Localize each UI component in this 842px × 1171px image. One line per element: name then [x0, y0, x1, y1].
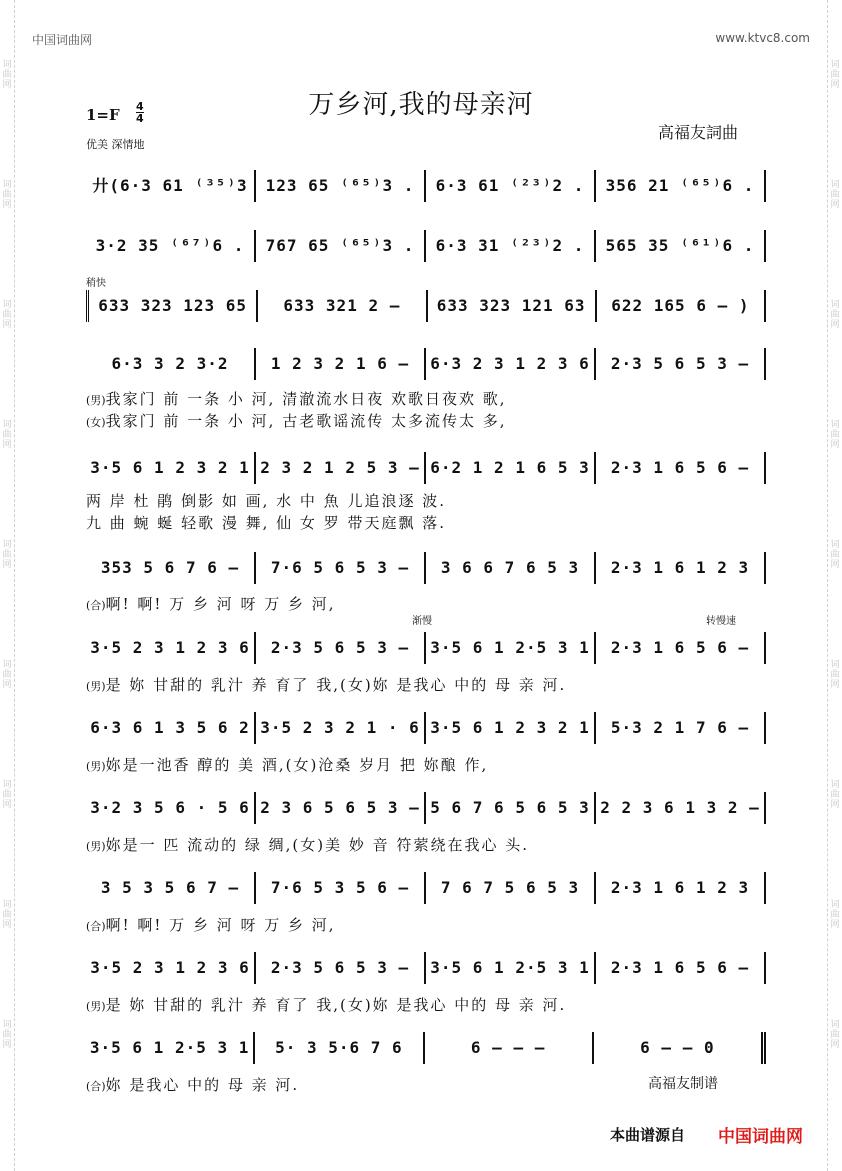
notation-row [86, 952, 766, 984]
measure: 2 3 6 5 6 5 3 – [256, 792, 426, 824]
measure: 5· 3 5·6 7 6 [255, 1032, 424, 1064]
measure: 3·5 6 1 2·5 3 1 [426, 632, 596, 664]
lyric-line [86, 754, 766, 775]
measure: 633 323 123 65 [86, 290, 258, 322]
tempo-faster-mark: 稍快 [86, 278, 106, 289]
side-watermark: 词曲网 [2, 660, 12, 690]
side-watermark: 词曲网 [830, 420, 840, 450]
voice-part-label: (男) [86, 394, 106, 407]
measure: 2·3 1 6 5 6 – [596, 632, 766, 664]
side-watermark: 词曲网 [2, 300, 12, 330]
voice-part-label: (男) [86, 1000, 106, 1013]
arranger-signature: 高福友制谱 [648, 1076, 718, 1092]
measure: 3·5 6 1 2 3 2 1 [426, 712, 596, 744]
measure: 3·5 2 3 1 2 3 6 [86, 632, 256, 664]
measure: 3·5 2 3 1 2 3 6 [86, 952, 256, 984]
notation-row [86, 348, 766, 380]
measure: 3·2 3 5 6 · 5 6 [86, 792, 256, 824]
side-watermark: 词曲网 [830, 780, 840, 810]
measure: 6 – – 0 [594, 1032, 766, 1064]
lyric-line [86, 1074, 626, 1095]
side-watermark: 词曲网 [830, 180, 840, 210]
side-watermark: 词曲网 [2, 900, 12, 930]
lyric-text: 我家门 前 一条 小 河, 清澈流水日夜 欢歌日夜欢 歌, [105, 390, 507, 408]
lyric-text: 妳 是我心 中的 母 亲 河. [105, 1076, 300, 1094]
voice-part-label: (合) [86, 599, 106, 612]
side-watermark: 词曲网 [830, 660, 840, 690]
measure: 7 6 7 5 6 5 3 [426, 872, 596, 904]
footer-source-label: 本曲谱源自 [610, 1126, 686, 1144]
tempo-marking: 优美 深情地 [86, 138, 145, 151]
measure: 6·3 31 ⁽²³⁾2 . [426, 230, 596, 262]
lyric-line [86, 512, 766, 533]
side-watermark: 词曲网 [830, 540, 840, 570]
measure: 2·3 5 6 5 3 – [256, 952, 426, 984]
measure: 767 65 ⁽⁶⁵⁾3 . [256, 230, 426, 262]
tempo-slow-mark: 渐慢 [412, 616, 432, 627]
measure: 1 2 3 2 1 6 – [256, 348, 426, 380]
time-signature-top: 4 [136, 100, 144, 113]
footer-brand-link[interactable]: 中国词曲网 [718, 1127, 803, 1147]
notation-row [86, 170, 766, 202]
lyric-text: 啊! 啊! 万 乡 河 呀 万 乡 河, [105, 595, 336, 613]
side-watermark: 词曲网 [2, 180, 12, 210]
measure: 123 65 ⁽⁶⁵⁾3 . [256, 170, 426, 202]
side-watermark: 词曲网 [2, 540, 12, 570]
lyric-text: 是 妳 甘甜的 乳汁 养 育了 我,(女)妳 是我心 中的 母 亲 河. [105, 996, 567, 1014]
lyric-text: 妳是一 匹 流动的 绿 绸,(女)美 妙 音 符萦绕在我心 头. [105, 836, 529, 854]
side-watermark: 词曲网 [830, 1020, 840, 1050]
lyric-text: 啊! 啊! 万 乡 河 呀 万 乡 河, [105, 916, 336, 934]
measure: 3·5 6 1 2 3 2 1 [86, 452, 256, 484]
lyric-line [86, 914, 766, 935]
measure: 6·3 6 1 3 5 6 2 [86, 712, 256, 744]
measure: 6·3 61 ⁽²³⁾2 . [426, 170, 596, 202]
measure: 2·3 5 6 5 3 – [256, 632, 426, 664]
voice-part-label: (男) [86, 840, 106, 853]
measure: 353 5 6 7 6 – [86, 552, 256, 584]
key-signature: 1=F [86, 106, 120, 124]
lyric-line [86, 593, 766, 614]
voice-part-label: (合) [86, 920, 106, 933]
measure: 6·3 2 3 1 2 3 6 [426, 348, 596, 380]
left-watermark-strip [0, 0, 15, 1171]
measure: 3·5 6 1 2·5 3 1 [86, 1032, 255, 1064]
measure: 3 5 3 5 6 7 – [86, 872, 256, 904]
right-watermark-strip [827, 0, 842, 1171]
notation-row [86, 552, 766, 584]
measure: 3·5 2 3 2 1 · 6 [256, 712, 426, 744]
side-watermark: 词曲网 [2, 60, 12, 90]
measure: 633 321 2 – [258, 290, 427, 322]
side-watermark: 词曲网 [2, 420, 12, 450]
site-url-top-right: www.ktvc8.com [715, 31, 810, 45]
measure: 6·3 3 2 3·2 [86, 348, 256, 380]
measure: 2·3 1 6 1 2 3 [596, 872, 766, 904]
lyric-text: 是 妳 甘甜的 乳汁 养 育了 我,(女)妳 是我心 中的 母 亲 河. [105, 676, 567, 694]
measure: 6·2 1 2 1 6 5 3 [426, 452, 596, 484]
lyric-text: 九 曲 蜿 蜒 轻歌 漫 舞, 仙 女 罗 带天庭飘 落. [86, 514, 446, 532]
side-watermark: 词曲网 [2, 780, 12, 810]
measure: 7·6 5 6 5 3 – [256, 552, 426, 584]
measure: 5·3 2 1 7 6 – [596, 712, 766, 744]
voice-part-label: (男) [86, 760, 106, 773]
measure: 7·6 5 3 5 6 – [256, 872, 426, 904]
time-signature-bottom: 4 [136, 112, 144, 125]
lyric-text: 两 岸 杜 鹃 倒影 如 画, 水 中 魚 儿追浪逐 波. [86, 492, 446, 510]
measure: 565 35 ⁽⁶¹⁾6 . [596, 230, 766, 262]
measure: 2·3 1 6 5 6 – [596, 452, 766, 484]
notation-row [86, 792, 766, 824]
measure: 356 21 ⁽⁶⁵⁾6 . [596, 170, 766, 202]
lyric-line [86, 834, 766, 855]
notation-row [86, 230, 766, 262]
lyric-text: 妳是一池香 醇的 美 酒,(女)沧桑 岁月 把 妳酿 作, [105, 756, 489, 774]
lyric-text: 我家门 前 一条 小 河, 古老歌谣流传 太多流传太 多, [105, 412, 507, 430]
site-name-top-left: 中国词曲网 [32, 33, 93, 47]
measure: 2·3 1 6 1 2 3 [596, 552, 766, 584]
notation-row [86, 872, 766, 904]
measure: 622 165 6 – ) [597, 290, 766, 322]
notation-row [86, 452, 766, 484]
measure: 2 2 3 6 1 3 2 – [596, 792, 766, 824]
lyric-line [86, 994, 766, 1015]
side-watermark: 词曲网 [830, 60, 840, 90]
measure: 2·3 5 6 5 3 – [596, 348, 766, 380]
measure: 2·3 1 6 5 6 – [596, 952, 766, 984]
lyric-line [86, 410, 766, 431]
side-watermark: 词曲网 [830, 300, 840, 330]
side-watermark: 词曲网 [830, 900, 840, 930]
notation-row [86, 290, 766, 322]
measure: 3·2 35 ⁽⁶⁷⁾6 . [86, 230, 256, 262]
lyric-line [86, 674, 766, 695]
notation-row [86, 632, 766, 664]
measure: 633 323 121 63 [428, 290, 597, 322]
notation-row [86, 712, 766, 744]
time-signature [136, 101, 144, 124]
voice-part-label: (男) [86, 680, 106, 693]
lyric-line [86, 490, 766, 511]
voice-part-label: (合) [86, 1080, 106, 1093]
voice-part-label: (女) [86, 416, 106, 429]
composer-credit: 高福友詞曲 [658, 123, 739, 142]
measure: 6 – – – [425, 1032, 594, 1064]
lyric-line [86, 388, 766, 409]
measure: 3·5 6 1 2·5 3 1 [426, 952, 596, 984]
tempo-slower-mark: 转慢速 [706, 616, 736, 627]
side-watermark: 词曲网 [2, 1020, 12, 1050]
measure: 廾(6·3 61 ⁽³⁵⁾3 [86, 170, 256, 202]
measure: 5 6 7 6 5 6 5 3 [426, 792, 596, 824]
song-title: 万乡河,我的母亲河 [308, 90, 534, 120]
measure: 2 3 2 1 2 5 3 – [256, 452, 426, 484]
notation-row [86, 1032, 766, 1064]
measure: 3 6 6 7 6 5 3 [426, 552, 596, 584]
